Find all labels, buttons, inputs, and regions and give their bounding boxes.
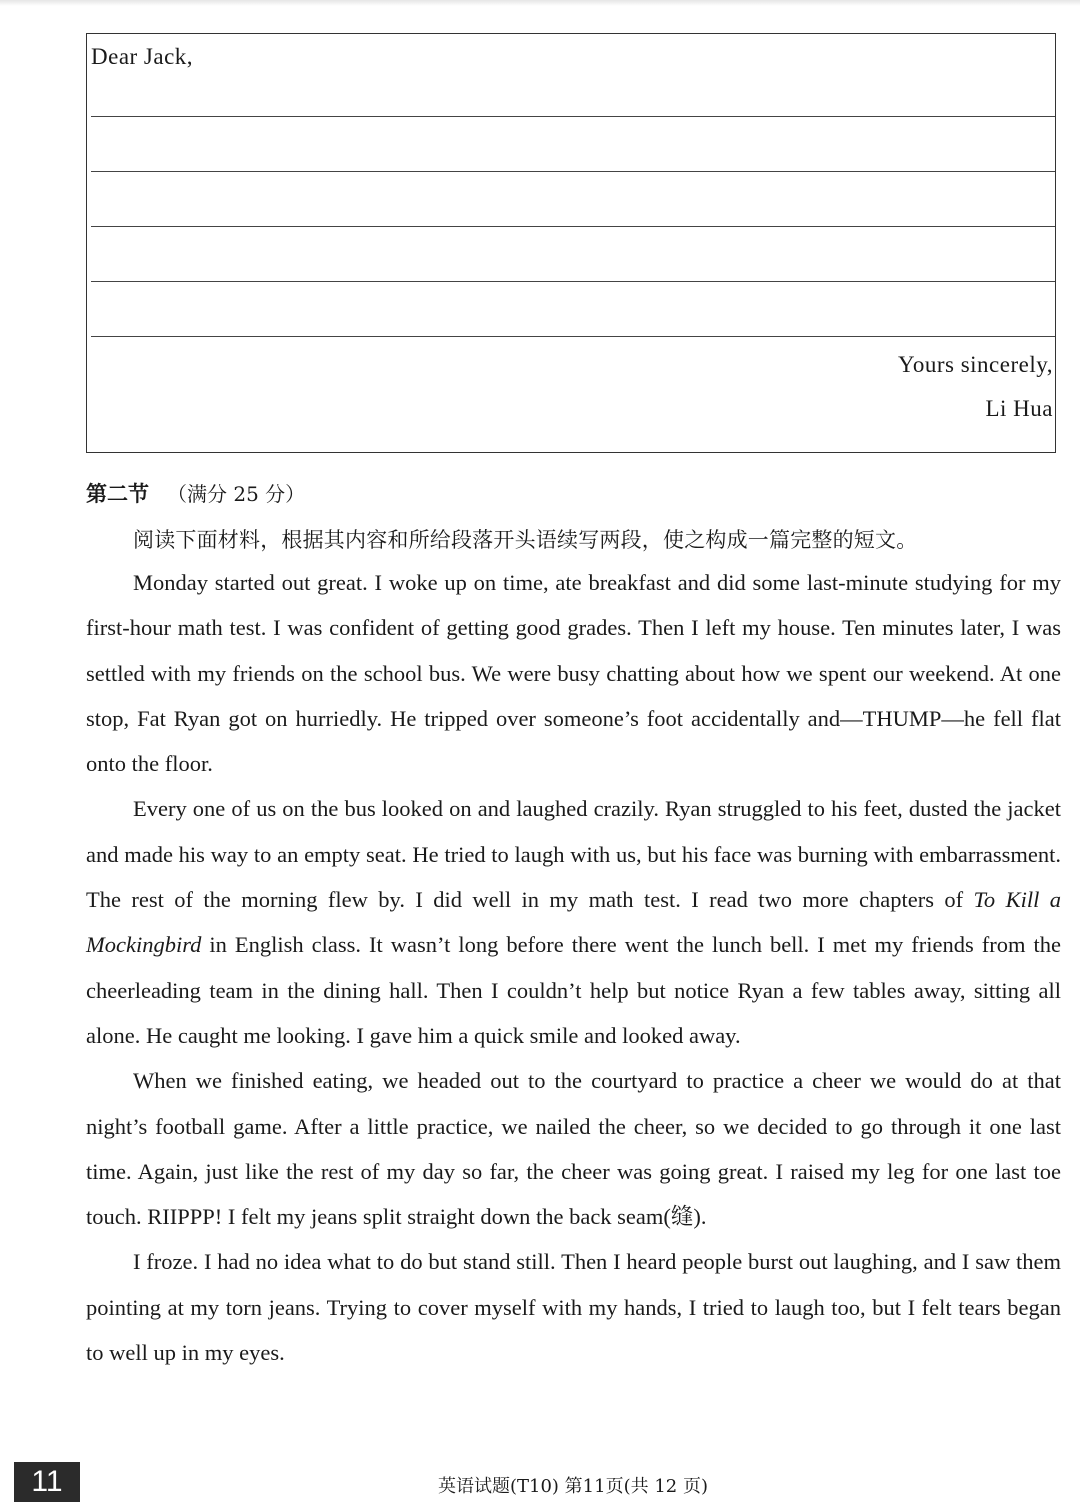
writing-line [91,281,1055,282]
book-title: To Kill a Mockingbird [86,887,1061,958]
letter-closing: Yours sincerely, [898,352,1053,377]
paragraph-2-text-after: in English class. It wasn’t long before there went the lunch bell. I met my friends from the cheerleading team in the dining hall. Then I couldn’t help but notice Ryan a few tables away, sitting all alone. He caught me looking. I gave him a quick smile and looked away. [86,932,1061,1048]
page-footer: 英语试题(T10) 第11页(共 12 页) [438,1476,708,1497]
reading-passage [86,560,1061,1375]
passage-paragraph-1: Monday started out great. I woke up on time, ate breakfast and did some last-minute studying for my first-hour math test. I was confident of getting good grades. Then I left my house. Ten minutes later, I was settled with my friends on the school bus. We were busy chatting about how we spent our weekend. At one stop, Fat Ryan got on hurriedly. He tripped over someone’s foot accidentally and—THUMP—he fell flat onto the floor. [86,570,1061,777]
section-instruction: 阅读下面材料，根据其内容和所给段落开头语续写两段，使之构成一篇完整的短文。 [133,528,918,552]
top-edge-shadow [0,0,1080,6]
paragraph-2-text-before: Every one of us on the bus looked on and laughed crazily. Ryan struggled to his feet, dusted the jacket and made his way to an empty seat. He tried to laugh with us, but his face was burning with embarrassment. The rest of the morning flew by. I did well in my math test. I read two more chapters of [86,796,1061,913]
section-score: （满分 25 分） [167,482,306,506]
writing-line [91,336,1055,337]
letter-writing-box [86,33,1056,453]
writing-line [91,171,1055,172]
passage-paragraph-2 [86,786,1061,1058]
page-number-badge: 11 [14,1462,80,1502]
writing-line [91,226,1055,227]
section-title: 第二节 [86,482,149,506]
passage-paragraph-4: I froze. I had no idea what to do but stand still. Then I heard people burst out laughing, and I saw them pointing at my torn jeans. Trying to cover myself with my hands, I tried to laugh too, but I felt tears began to well up in my eyes. [86,1249,1061,1366]
letter-signature: Li Hua [985,396,1053,421]
passage-paragraph-3: When we finished eating, we headed out to the courtyard to practice a cheer we would do at that night’s football game. After a little practice, we nailed the cheer, so we decided to go through it one last time. Again, just like the rest of my day so far, the cheer was going great. I raised my leg for one last toe touch. RIIPPP! I felt my jeans split straight down the back seam(缝). [86,1068,1061,1230]
section-heading [86,478,305,508]
letter-greeting: Dear Jack, [91,44,194,69]
writing-line [91,116,1055,117]
